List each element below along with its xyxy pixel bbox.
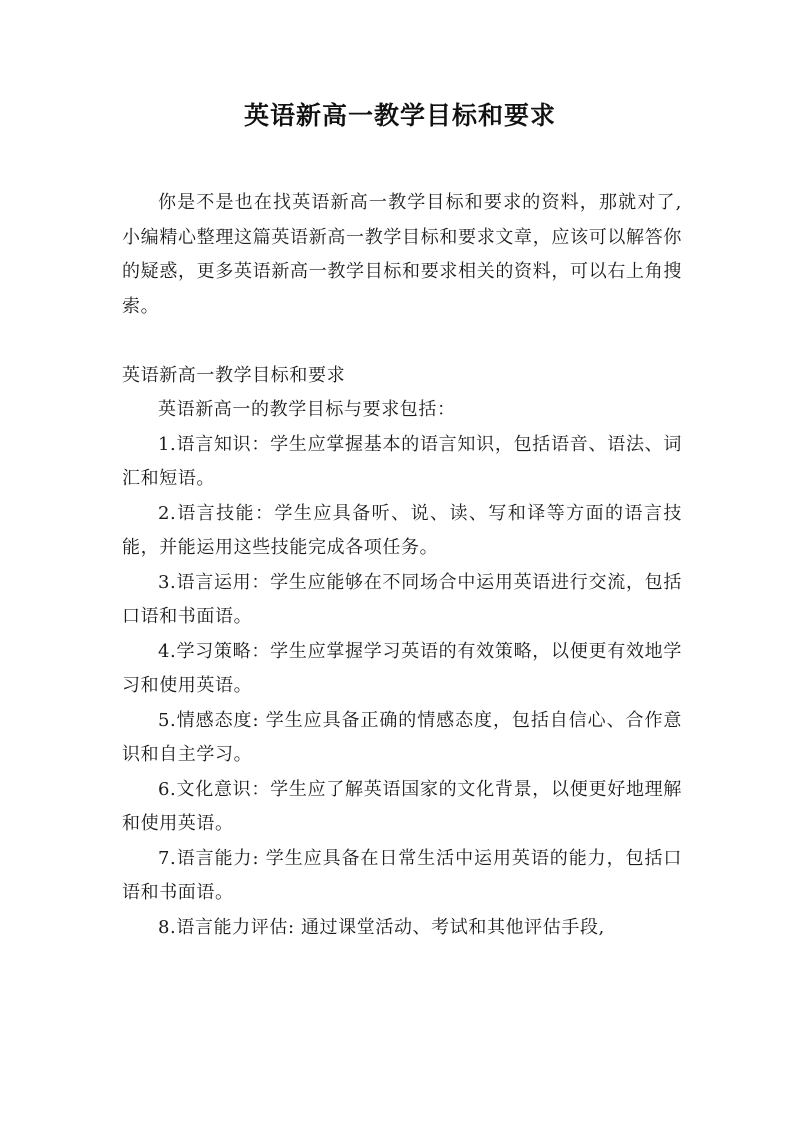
list-item-learning-strategies: 4.学习策略：学生应掌握学习英语的有效策略，以便更有效地学习和使用英语。 bbox=[122, 640, 682, 696]
document-title: 英语新高一教学目标和要求 bbox=[243, 101, 556, 130]
lead-paragraph: 英语新高一的教学目标与要求包括： bbox=[158, 399, 456, 420]
section-heading: 英语新高一教学目标和要求 bbox=[122, 364, 346, 386]
list-item-emotional-attitude: 5.情感态度: 学生应具备正确的情感态度，包括自信心、合作意识和自主学习。 bbox=[122, 709, 682, 765]
list-item-language-use: 3.语言运用：学生应能够在不同场合中运用英语进行交流，包括口语和书面语。 bbox=[122, 571, 682, 627]
list-item-cultural-awareness: 6.文化意识：学生应了解英语国家的文化背景，以便更好地理解和使用英语。 bbox=[122, 778, 682, 834]
list-item-language-ability: 7.语言能力: 学生应具备在日常生活中运用英语的能力，包括口语和书面语。 bbox=[122, 847, 682, 903]
document-body bbox=[122, 186, 682, 945]
list-item-ability-assessment: 8.语言能力评估: 通过课堂活动、考试和其他评估手段, bbox=[158, 916, 605, 938]
intro-paragraph: 你是不是也在找英语新高一教学目标和要求的资料，那就对了,小编精心整理这篇英语新高一教学目标和要求文章，应该可以解答你的疑惑，更多英语新高一教学目标和要求相关的资料，可以右上角搜索。 bbox=[122, 192, 682, 317]
list-item-language-knowledge: 1.语言知识：学生应掌握基本的语言知识，包括语音、语法、词汇和短语。 bbox=[122, 433, 682, 489]
list-item-language-skills: 2.语言技能：学生应具备听、说、读、写和译等方面的语言技能，并能运用这些技能完成各项任务。 bbox=[122, 502, 682, 558]
